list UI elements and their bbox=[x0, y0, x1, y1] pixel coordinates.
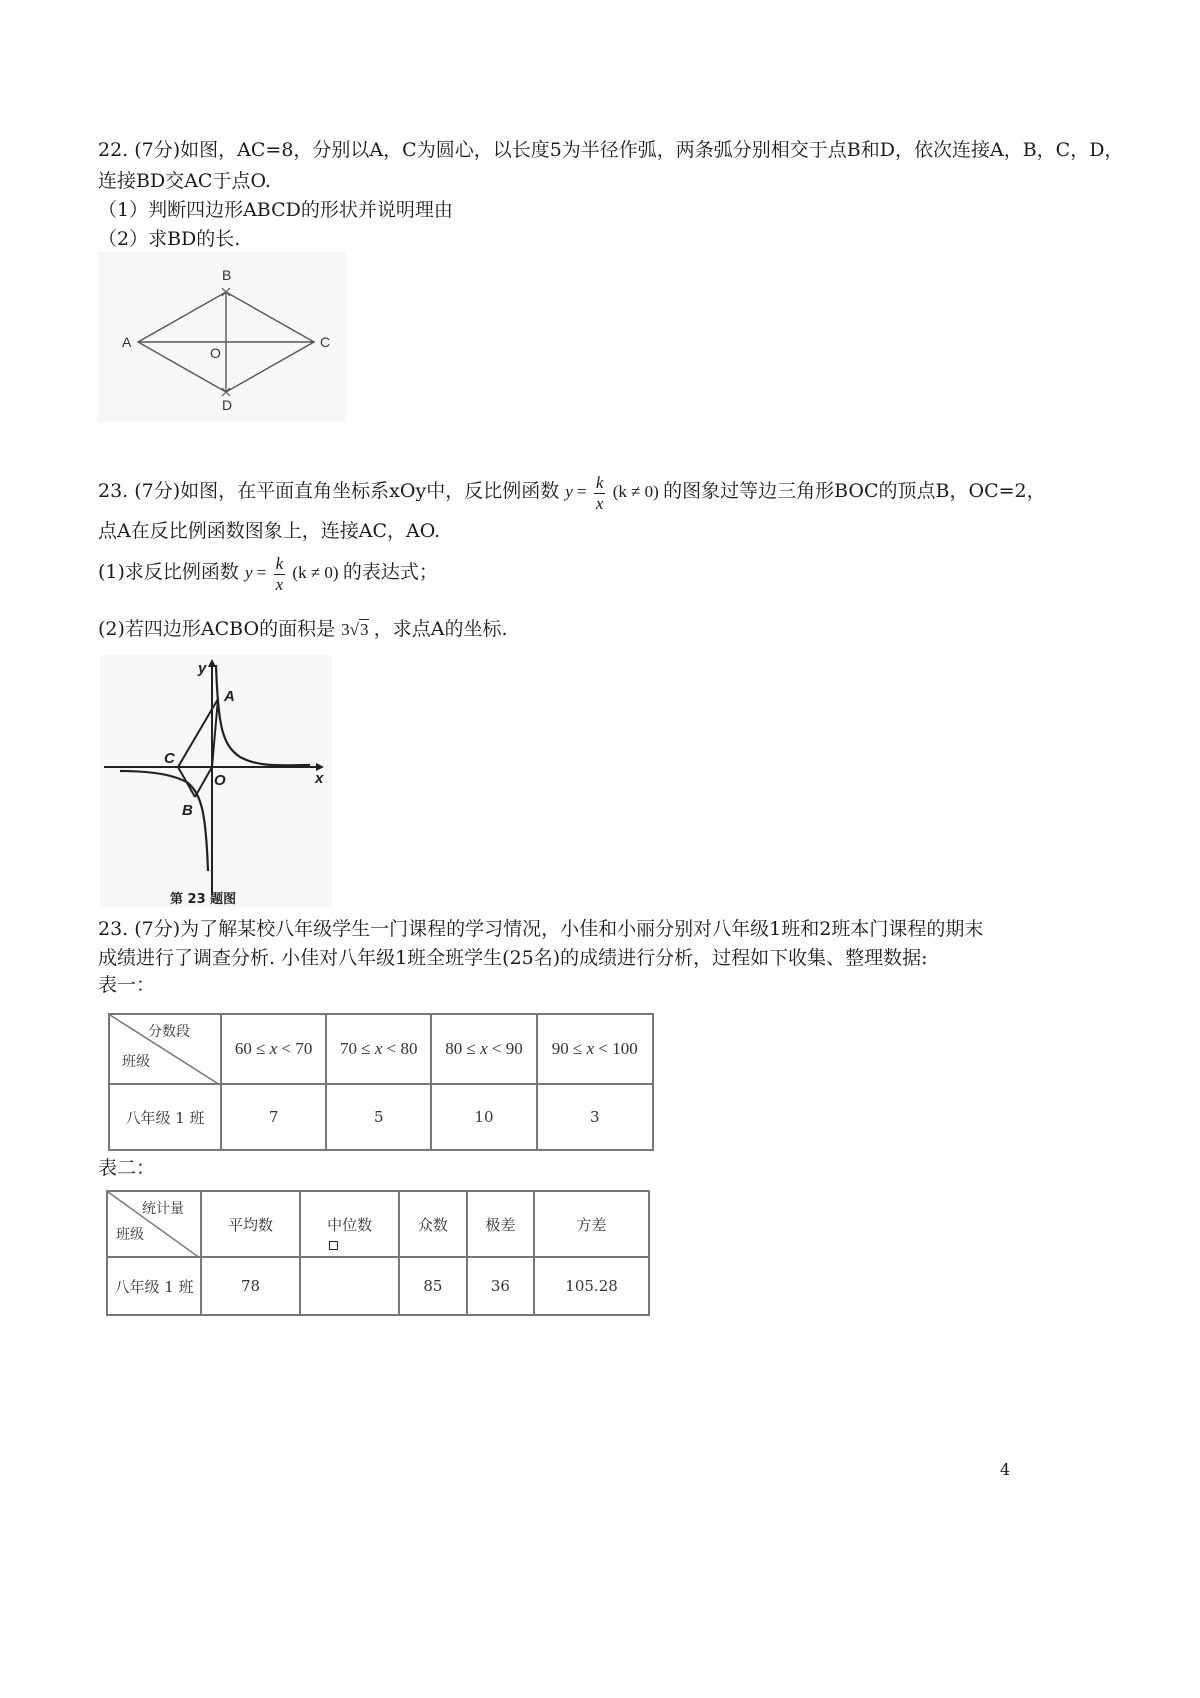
q22-rhombus-figure bbox=[98, 252, 346, 422]
func2-y: y bbox=[244, 563, 253, 582]
q23a-part2-post: ，求点A的坐标. bbox=[373, 618, 508, 640]
area-coef: 3 bbox=[341, 620, 350, 639]
blank-box-icon bbox=[329, 1241, 338, 1250]
q22-part2: （2）求BD的长. bbox=[98, 228, 241, 250]
area-rad: 3 bbox=[359, 620, 369, 639]
function-expression-2 bbox=[244, 553, 343, 594]
label-d: D bbox=[222, 397, 233, 413]
q23a-line1-post: 的图象过等边三角形BOC的顶点B，OC=2， bbox=[663, 480, 1046, 502]
q23-graph-figure bbox=[100, 655, 332, 907]
header-variance: 方差 bbox=[534, 1191, 649, 1257]
q23a-part1 bbox=[98, 548, 438, 597]
q23a-part1-post: 的表达式； bbox=[342, 561, 438, 583]
y-axis-arrow bbox=[208, 659, 216, 667]
table2-corner bbox=[107, 1191, 201, 1257]
q22-line2: 连接BD交AC于点O. bbox=[98, 170, 271, 192]
table1-row-label: 八年级 1 班 bbox=[109, 1084, 221, 1150]
label-a: A bbox=[122, 334, 132, 350]
curve-quadrant-1 bbox=[216, 665, 310, 765]
q23a-line1-pre: 23. (7分)如图，在平面直角坐标系xOy中，反比例函数 bbox=[98, 480, 560, 502]
table2-cell: 105.28 bbox=[534, 1257, 649, 1315]
table2-corner-bottom: 班级 bbox=[116, 1227, 144, 1243]
table2-cell: 78 bbox=[201, 1257, 300, 1315]
func2-fraction bbox=[274, 554, 286, 595]
table-statistics bbox=[106, 1190, 650, 1316]
range-80-90: 80 ≤ x < 90 bbox=[431, 1014, 536, 1084]
segment-bo bbox=[195, 767, 212, 797]
func2-cond: (k ≠ 0) bbox=[292, 563, 339, 582]
table2-cell: 36 bbox=[467, 1257, 534, 1315]
header-median-label: 中位数 bbox=[327, 1215, 373, 1234]
q23b-line1: 23. (7分)为了解某校八年级学生一门课程的学习情况，小佳和小丽分别对八年级1班和2班本门课程的期末 bbox=[98, 918, 984, 940]
range-90-100: 90 ≤ x < 100 bbox=[537, 1014, 653, 1084]
table2-label: 表二： bbox=[98, 1157, 156, 1179]
func2-den: x bbox=[275, 574, 284, 594]
table2-cell-median bbox=[300, 1257, 399, 1315]
table2-corner-top: 统计量 bbox=[142, 1201, 184, 1217]
function-expression bbox=[565, 472, 663, 513]
q23a-part2-pre: (2)若四边形ACBO的面积是 bbox=[98, 618, 336, 640]
q23a-line1 bbox=[98, 467, 1046, 516]
label-y: y bbox=[198, 660, 207, 677]
header-range: 极差 bbox=[467, 1191, 534, 1257]
table2-row-label: 八年级 1 班 bbox=[107, 1257, 201, 1315]
func2-eq: = bbox=[256, 563, 267, 582]
q23a-line2: 点A在反比例函数图象上，连接AC，AO. bbox=[98, 520, 441, 542]
q23a-part2 bbox=[98, 616, 507, 643]
table1-cell: 10 bbox=[431, 1084, 536, 1150]
table1-cell: 5 bbox=[326, 1084, 431, 1150]
label-x: x bbox=[315, 770, 324, 787]
func-eq: = bbox=[577, 482, 587, 501]
range-60-70: 60 ≤ x < 70 bbox=[221, 1014, 326, 1084]
label-c: C bbox=[320, 334, 331, 350]
label-a: A bbox=[224, 688, 235, 705]
table1-cell: 7 bbox=[221, 1084, 326, 1150]
page-number: 4 bbox=[1000, 1460, 1011, 1479]
label-c: C bbox=[164, 750, 175, 767]
func-cond: (k ≠ 0) bbox=[612, 482, 659, 501]
q22-line1: 22. (7分)如图，AC=8，分别以A，C为圆心，以长度5为半径作弧，两条弧分别相交于点B和D，依次连接A，B，C，D， bbox=[98, 139, 1124, 161]
table1-corner-top: 分数段 bbox=[148, 1024, 190, 1040]
curve-quadrant-3 bbox=[120, 771, 208, 871]
func2-num: k bbox=[275, 553, 284, 573]
table2-cell: 85 bbox=[399, 1257, 466, 1315]
func-den: x bbox=[595, 493, 604, 513]
table1-cell: 3 bbox=[537, 1084, 653, 1150]
func-num: k bbox=[595, 472, 604, 492]
table1-corner-bottom: 班级 bbox=[122, 1054, 150, 1070]
label-o: O bbox=[210, 345, 221, 361]
table1-label: 表一： bbox=[98, 974, 156, 996]
header-median bbox=[300, 1191, 399, 1257]
label-o: O bbox=[214, 772, 226, 789]
header-mean: 平均数 bbox=[201, 1191, 300, 1257]
func-fraction bbox=[594, 473, 606, 514]
label-b: B bbox=[182, 802, 193, 819]
area-expression: 3√3 bbox=[341, 620, 369, 639]
q22-part1: （1）判断四边形ABCD的形状并说明理由 bbox=[98, 199, 453, 221]
segment-cb bbox=[178, 767, 195, 797]
range-70-80: 70 ≤ x < 80 bbox=[326, 1014, 431, 1084]
q23a-part1-pre: (1)求反比例函数 bbox=[98, 561, 239, 583]
label-b: B bbox=[222, 267, 232, 283]
q23b-line2: 成绩进行了调查分析. 小佳对八年级1班全班学生(25名)的成绩进行分析，过程如下收集、整理数据: bbox=[98, 947, 928, 969]
table1-corner bbox=[109, 1014, 221, 1084]
header-mode: 众数 bbox=[399, 1191, 466, 1257]
func-y: y bbox=[565, 482, 573, 501]
figure-caption: 第 23 题图 bbox=[170, 892, 237, 907]
table-score-distribution bbox=[108, 1013, 654, 1151]
